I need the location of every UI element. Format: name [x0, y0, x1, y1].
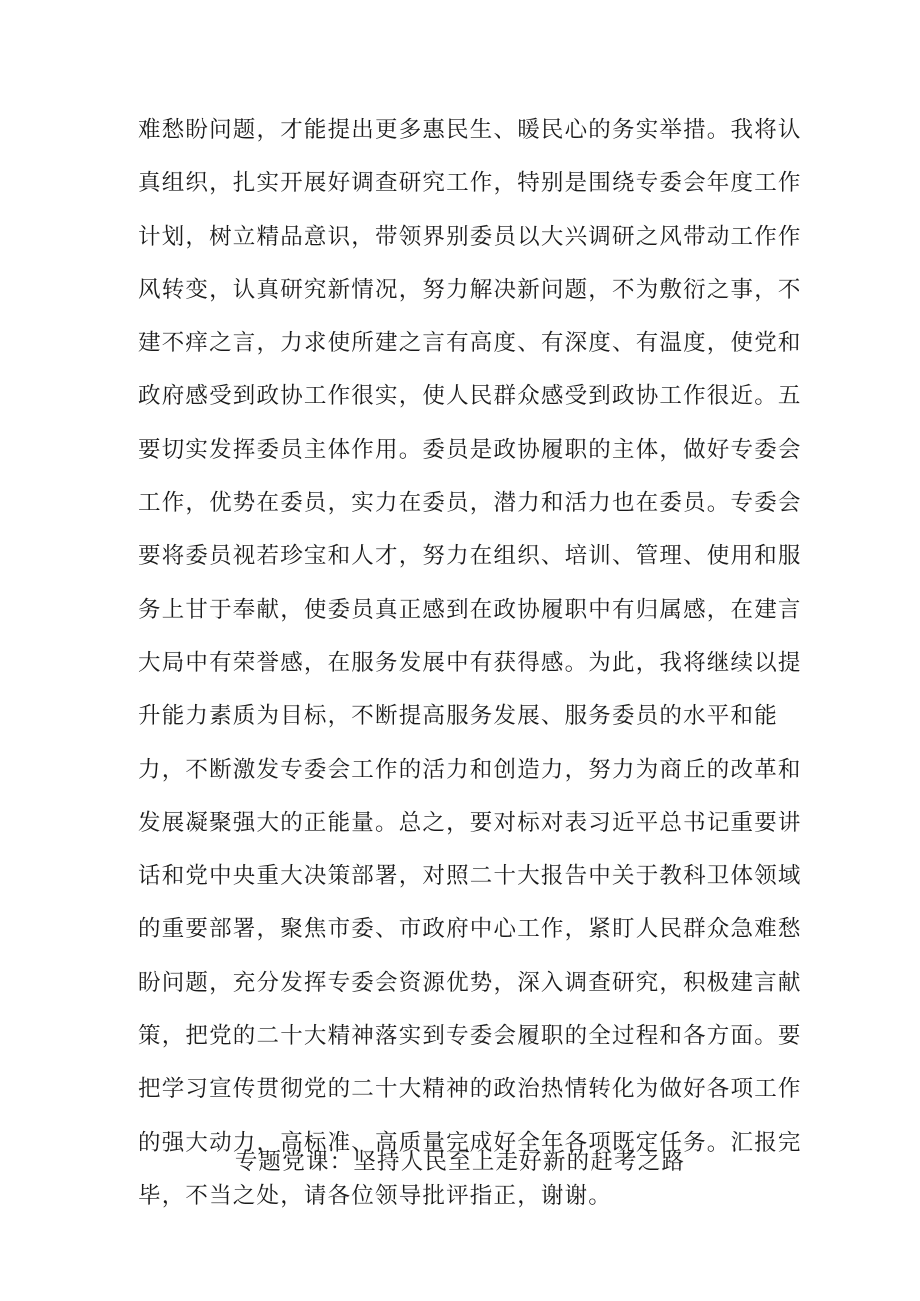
text-line: 难愁盼问题，才能提出更多惠民生、暖民心的务实举措。我将认 [138, 117, 802, 143]
text-line: 发展凝聚强大的正能量。总之，要对标对表习近平总书记重要讲 [138, 809, 802, 836]
text-line: 务上甘于奉献，使委员真正感到在政协履职中有归属感，在建言 [138, 596, 802, 623]
text-line: 力，不断激发专委会工作的活力和创造力，努力为商丘的改革和 [138, 756, 802, 783]
text-line: 风转变，认真研究新情况，努力解决新问题，不为敷衍之事，不 [138, 276, 802, 303]
text-line: 盼问题，充分发挥专委会资源优势，深入调查研究，积极建言献 [138, 969, 802, 996]
text-line: 工作，优势在委员，实力在委员，潜力和活力也在委员。专委会 [138, 490, 802, 517]
text-line: 要切实发挥委员主体作用。委员是政协履职的主体，做好专委会 [138, 436, 802, 463]
text-line: 大局中有荣誉感，在服务发展中有获得感。为此，我将继续以提 [138, 649, 802, 676]
text-line: 的重要部署，聚焦市委、市政府中心工作，紧盯人民群众急难愁 [138, 916, 802, 943]
text-line: 计划，树立精品意识，带领界别委员以大兴调研之风带动工作作 [138, 223, 802, 250]
text-line: 的强大动力，高标准、高质量完成好全年各项既定任务。汇报完 [138, 1129, 802, 1156]
text-line: 策，把党的二十大精神落实到专委会履职的全过程和各方面。要 [138, 1023, 802, 1050]
text-line: 毕，不当之处，请各位领导批评指正，谢谢。 [138, 1182, 613, 1209]
text-line: 建不痒之言，力求使所建之言有高度、有深度、有温度，使党和 [138, 330, 802, 357]
text-line: 政府感受到政协工作很实，使人民群众感受到政协工作很近。五 [138, 383, 802, 410]
text-line: 真组织，扎实开展好调查研究工作，特别是围绕专委会年度工作 [138, 170, 802, 197]
text-line: 把学习宣传贯彻党的二十大精神的政治热情转化为做好各项工作 [138, 1076, 802, 1103]
text-line: 升能力素质为目标，不断提高服务发展、服务委员的水平和能 [138, 703, 778, 730]
body-paragraph [138, 104, 802, 1223]
text-line: 话和党中央重大决策部署，对照二十大报告中关于教科卫体领域 [138, 863, 802, 890]
text-line: 要将委员视若珍宝和人才，努力在组织、培训、管理、使用和服 [138, 543, 802, 570]
section-title: 专题党课：坚持人民至上走好新的赶考之路 [234, 1149, 686, 1175]
